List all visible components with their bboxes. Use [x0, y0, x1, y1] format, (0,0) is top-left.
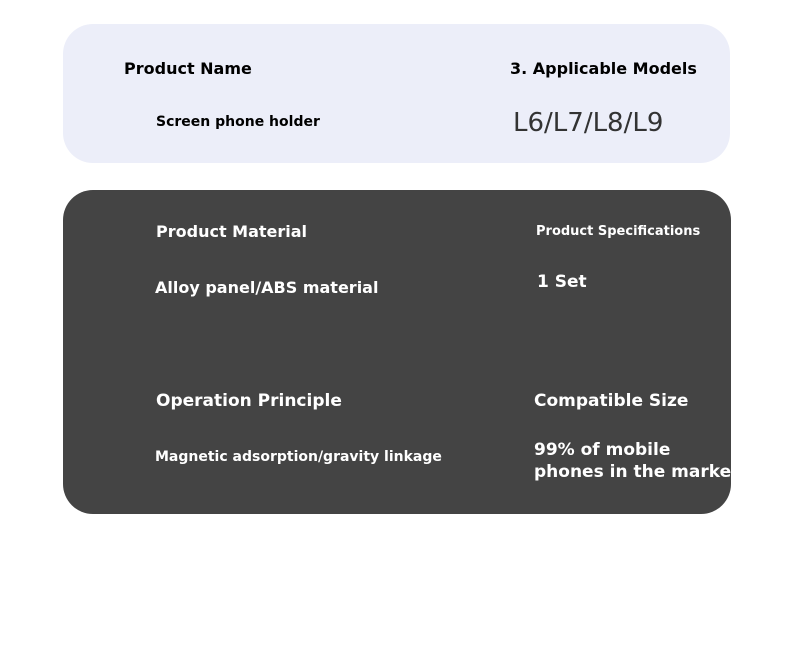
models-label: 3. Applicable Models — [510, 59, 697, 78]
product-info-card — [63, 24, 730, 163]
specs-label: Product Specifications — [536, 224, 701, 239]
models-value: L6/L7/L8/L9 — [513, 108, 664, 138]
size-value-line2: phones in the market — [534, 462, 740, 482]
material-label: Product Material — [156, 222, 308, 241]
size-label: Compatible Size — [534, 391, 689, 411]
size-value-line1: 99% of mobile — [534, 440, 671, 460]
specs-value: 1 Set — [537, 272, 587, 292]
product-name-label: Product Name — [124, 59, 252, 78]
principle-label: Operation Principle — [156, 391, 342, 411]
material-value: Alloy panel/ABS material — [155, 278, 379, 297]
principle-value: Magnetic adsorption/gravity linkage — [155, 449, 442, 465]
product-name-value: Screen phone holder — [156, 114, 320, 130]
product-details-card — [63, 190, 740, 514]
